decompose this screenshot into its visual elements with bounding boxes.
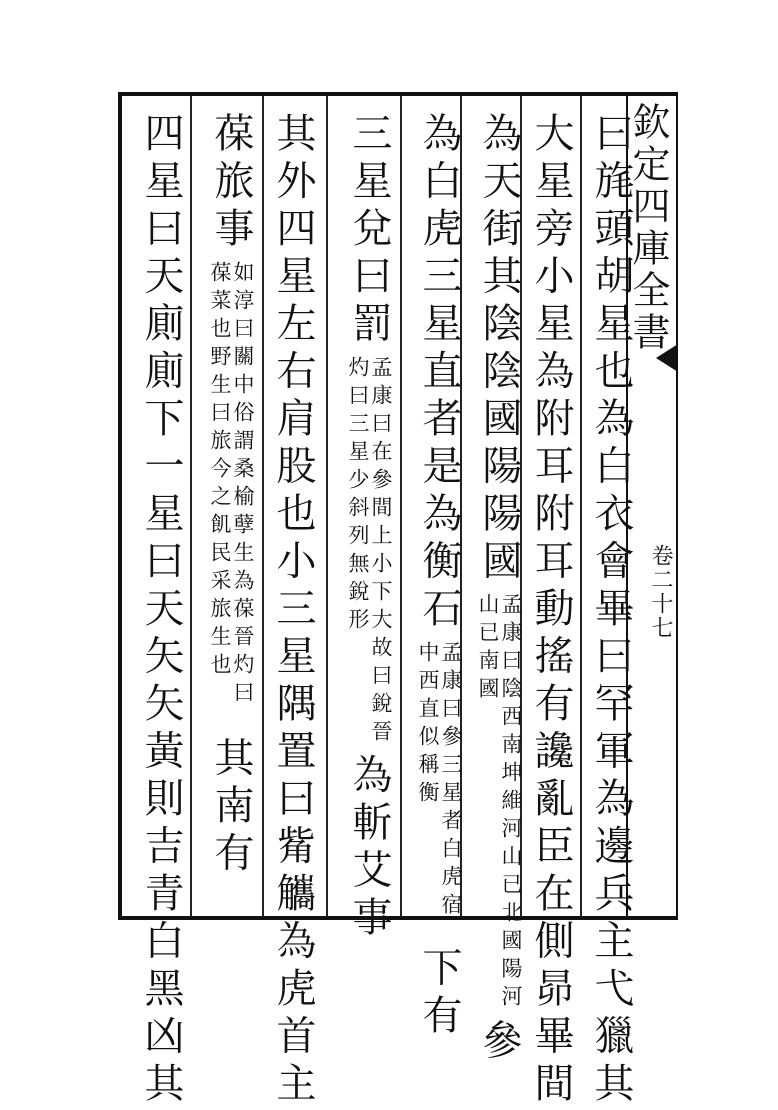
column-rule (190, 96, 192, 916)
commentary-note: 如淳曰關中俗謂桑榆孽生為葆晉灼曰葆菜也野生曰旅今之飢民采旅生也 (208, 260, 255, 709)
fishtail-mark (656, 344, 678, 372)
main-text: 下有 (416, 946, 462, 1042)
column-rule (400, 96, 402, 916)
main-text: 為天街其陰陰國陽陽國 (476, 112, 522, 587)
text-column-4 (408, 112, 463, 1042)
main-text: 為斬艾事 (346, 753, 392, 944)
main-text: 葆旅事 (208, 112, 254, 255)
main-text: 為白虎三星直者是為衡石 (416, 112, 462, 635)
column-rule (326, 96, 328, 916)
main-text: 參 (476, 1019, 522, 1067)
main-text: 大星旁小星為附耳附耳動搖有讒亂臣在側昴畢間 (528, 112, 574, 1110)
commentary-note: 孟康曰在參間上小下大故曰銳晉灼曰三星少斜列無銳形 (346, 355, 393, 748)
book-title: 欽定四庫全書 (626, 102, 670, 354)
main-text: 其外四星左右肩股也小三星隅置曰觜觿為虎首主 (270, 112, 316, 1110)
main-text: 三星兌曰罰 (346, 112, 392, 350)
commentary-note: 孟康曰參三星者白虎宿中西直似稱衡 (416, 640, 463, 921)
text-column-5 (336, 112, 393, 944)
volume-label: 卷二十七 (648, 544, 673, 640)
main-text: 曰旄頭胡星也為白衣會畢曰罕軍為邊兵主弋獵其 (588, 112, 634, 1110)
text-column-1 (588, 112, 634, 1110)
column-rule (262, 96, 264, 916)
main-text: 其南有 (208, 736, 254, 879)
main-text: 四星曰天廁廁下一星曰天矢矢黃則吉青白黑凶其 (138, 112, 184, 1110)
text-column-8 (138, 112, 184, 1110)
commentary-note: 孟康曰陰西南坤維河山已北國陽河山已南國 (476, 593, 523, 1013)
column-rule (580, 96, 582, 916)
text-column-2 (528, 112, 574, 1110)
text-column-6 (270, 112, 316, 1110)
text-column-3 (468, 112, 523, 1067)
text-column-7 (200, 112, 254, 912)
